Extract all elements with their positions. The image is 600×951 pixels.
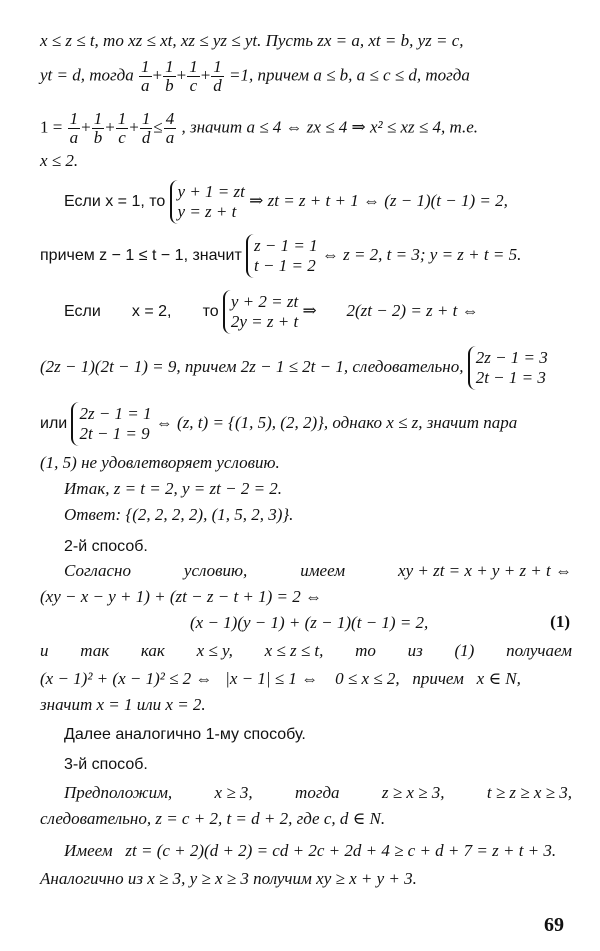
word: и <box>40 641 49 660</box>
text-segment: ⇔ (z, t) = {(1, 5), (2, 2)}, однако x ≤ z, значит пара <box>155 412 518 432</box>
denominator: a <box>69 128 79 147</box>
text-line-9 <box>40 402 572 446</box>
fraction <box>163 58 176 95</box>
fraction <box>116 110 129 147</box>
word: t ≥ z ≥ x ≥ 3, <box>486 783 572 802</box>
text-segment: yt = d, тогда <box>40 65 134 85</box>
numerator: 1 <box>213 57 222 76</box>
denominator: c <box>118 128 126 147</box>
numerator: 1 <box>69 109 79 128</box>
word: условию, <box>183 561 248 580</box>
text-segment: Если x = 2, то <box>64 302 219 320</box>
numerator: 1 <box>93 109 103 128</box>
denominator: d <box>141 128 151 147</box>
page-number: 69 <box>544 914 564 936</box>
text-line-4: x ≤ 2. <box>40 151 79 170</box>
text-line-24: Имеем zt = (c + 2)(d + 2) = cd + 2c + 2d + 4 ≥ c + d + 7 = z + t + 3. <box>64 841 557 860</box>
word: xy + zt = x + y + z + t ⇔ <box>398 561 572 580</box>
text-line-7 <box>64 290 572 334</box>
text-line-6 <box>40 234 572 278</box>
text-segment: ⇔ z = 2, t = 3; y = z + t = 5. <box>321 244 522 264</box>
system-row: 2t − 1 = 3 <box>475 368 546 387</box>
word: (1) <box>454 641 475 660</box>
text-line-3: 1 = $\frac{1}{a}$ + $\frac{1}{b}$ + $\frac{1}{c}$ + $\frac{1}{d}$ ≤ $\frac{4}{a}$ , значит a ≤ 4 ⇔ zx ≤ 4 ⇒ x² ≤ xz ≤ 4, т.е. <box>40 109 479 147</box>
equation-system <box>468 346 548 390</box>
equation-1: (x − 1)(y − 1) + (z − 1)(t − 1) = 2, <box>190 613 429 632</box>
word: как <box>140 641 165 660</box>
system-row: z − 1 = 1 <box>254 236 318 255</box>
text-segment: Если x = 1, то <box>64 192 166 210</box>
numerator: 1 <box>165 57 174 76</box>
fraction <box>92 110 105 147</box>
method-2-heading: 2-й способ. <box>64 538 148 555</box>
text-segment: =1, причем a ≤ b, a ≤ c ≤ d, тогда <box>229 65 470 85</box>
word: Согласно <box>64 561 131 580</box>
word: Предположим, <box>64 783 173 802</box>
text-segment: ⇒ 2(zt − 2) = z + t ⇔ <box>302 300 479 320</box>
word: так <box>80 641 110 660</box>
text-segment: причем z − 1 ≤ t − 1, значит <box>40 246 242 264</box>
fraction <box>211 58 224 95</box>
system-row: y = z + t <box>177 202 237 221</box>
word: из <box>407 641 423 660</box>
fraction <box>139 58 152 95</box>
denominator: a <box>141 76 150 95</box>
text-line-15: (xy − x − y + 1) + (zt − z − t + 1) = 2 ⇔ <box>40 587 323 606</box>
numerator: 4 <box>165 109 175 128</box>
equation-system <box>71 402 151 446</box>
system-row: y + 2 = zt <box>230 292 299 311</box>
text-segment: или <box>40 414 68 432</box>
numerator: 1 <box>189 57 198 76</box>
denominator: c <box>189 76 198 95</box>
equation-system <box>246 234 318 278</box>
word: x ≤ z ≤ t, <box>264 641 324 660</box>
word: x ≤ y, <box>196 641 233 660</box>
text-segment: , значит a ≤ 4 ⇔ zx ≤ 4 ⇒ x² ≤ xz ≤ 4, т.е. <box>181 117 479 137</box>
word: x ≥ 3, <box>214 783 253 802</box>
system-row: 2t − 1 = 9 <box>79 424 150 443</box>
text-segment: ⇒ zt = z + t + 1 ⇔ (z − 1)(t − 1) = 2, <box>249 190 508 210</box>
system-row: 2z − 1 = 3 <box>475 348 548 367</box>
word: имеем <box>300 561 346 580</box>
numerator: 1 <box>141 57 150 76</box>
system-row: t − 1 = 2 <box>254 256 316 275</box>
text-line-2: yt = d, тогда $\frac{1}{a}$ + $\frac{1}{b}$ + $\frac{1}{c}$ + $\frac{1}{d}$ =1, причем a ≤ b, a ≤ c ≤ d, тогда <box>40 57 470 95</box>
system-row: 2z − 1 = 1 <box>79 404 152 423</box>
text-line-10: (1, 5) не удовлетворяет условию. <box>40 453 280 472</box>
word: z ≥ x ≥ 3, <box>381 783 445 802</box>
text-line-22 <box>64 782 572 804</box>
text-line-1: x ≤ z ≤ t, то xz ≤ xt, xz ≤ yz ≤ yt. Пусть zx = a, xt = b, yz = c, <box>40 31 464 50</box>
text-line-20: Далее аналогично 1-му способу. <box>64 726 306 743</box>
equation-number: (1) <box>550 612 570 631</box>
fraction <box>164 110 177 147</box>
system-row: y + 1 = zt <box>177 182 245 201</box>
word: получаем <box>506 641 572 660</box>
denominator: d <box>213 76 222 95</box>
text-line-23: следовательно, z = c + 2, t = d + 2, где c, d ∈ N. <box>40 809 386 828</box>
numerator: 1 <box>117 109 127 128</box>
text-line-17 <box>40 640 572 662</box>
denominator: a <box>165 128 175 147</box>
fraction <box>68 110 81 147</box>
denominator: b <box>93 128 103 147</box>
equation-system <box>223 290 298 334</box>
text-line-11: Итак, z = t = 2, y = zt − 2 = 2. <box>64 479 283 498</box>
fraction <box>140 110 153 147</box>
word: тогда <box>295 783 340 802</box>
numerator: 1 <box>141 109 151 128</box>
text-line-5 <box>64 180 572 224</box>
text-line-8 <box>40 346 572 390</box>
fraction <box>187 58 200 95</box>
method-3-heading: 3-й способ. <box>64 756 148 773</box>
answer-line: Ответ: {(2, 2, 2, 2), (1, 5, 2, 3)}. <box>64 505 294 524</box>
text-segment: 1 = <box>40 117 63 137</box>
text-line-14 <box>64 560 572 582</box>
system-row: 2y = z + t <box>230 312 299 331</box>
text-line-18: (x − 1)² + (x − 1)² ≤ 2 ⇔ |x − 1| ≤ 1 ⇔ 0 ≤ x ≤ 2, причем x ∈ N, <box>40 669 521 688</box>
denominator: b <box>165 76 174 95</box>
text-segment: (2z − 1)(2t − 1) = 9, причем 2z − 1 ≤ 2t − 1, следовательно, <box>40 356 464 376</box>
text-line-25: Аналогично из x ≥ 3, y ≥ x ≥ 3 получим xy ≥ x + y + 3. <box>40 869 417 888</box>
text-line-19: значит x = 1 или x = 2. <box>40 695 206 714</box>
equation-system <box>170 180 245 224</box>
word: то <box>355 641 376 660</box>
